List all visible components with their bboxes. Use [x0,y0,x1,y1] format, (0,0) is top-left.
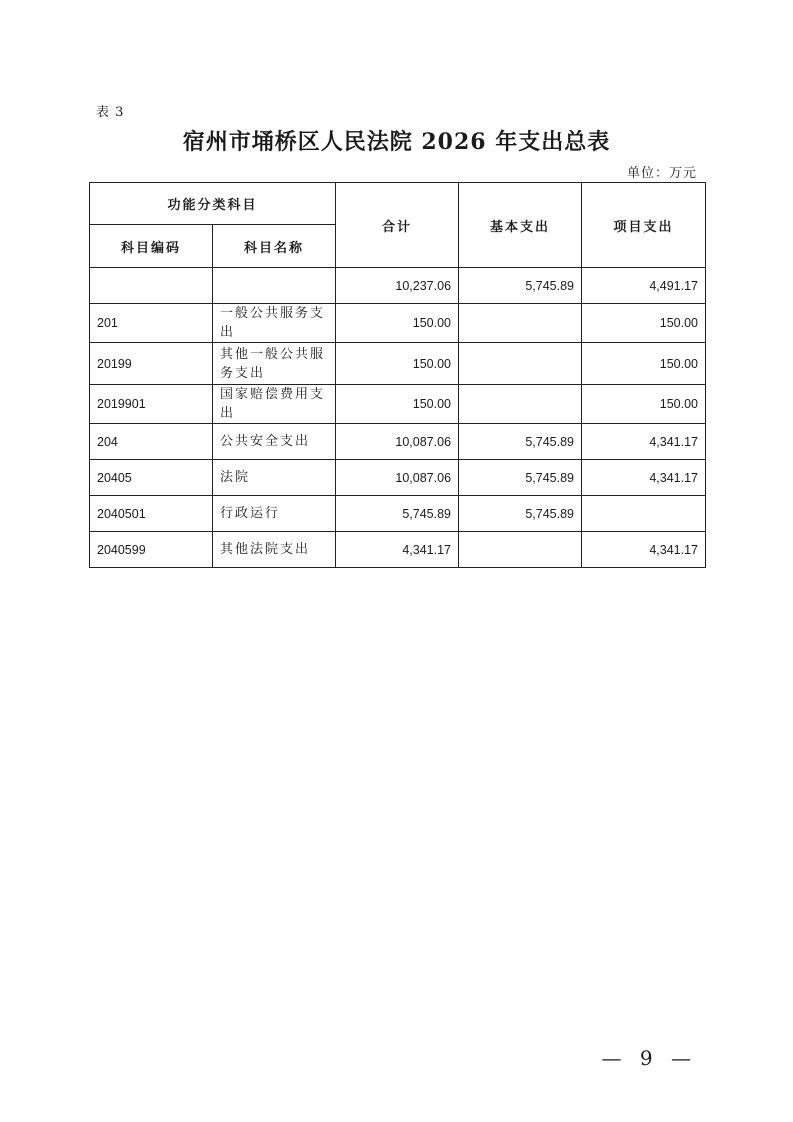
cell-basic: 5,745.89 [459,496,582,532]
table-row [90,385,706,424]
cell-total: 150.00 [336,304,459,343]
cell-project: 4,491.17 [582,268,706,304]
cell-code: 201 [90,304,213,343]
cell-name: 国家赔偿费用支出 [213,385,336,424]
cell-basic: 5,745.89 [459,460,582,496]
cell-name: 行政运行 [213,496,336,532]
cell-project: 4,341.17 [582,532,706,568]
cell-code: 20199 [90,343,213,385]
cell-code: 2040501 [90,496,213,532]
cell-basic: 5,745.89 [459,424,582,460]
cell-code: 20405 [90,460,213,496]
table-row [90,343,706,385]
cell-basic [459,385,582,424]
unit-label: 单位：万元 [626,166,697,181]
cell-code: 2019901 [90,385,213,424]
cell-name [213,268,336,304]
cell-basic: 5,745.89 [459,268,582,304]
cell-total: 10,087.06 [336,424,459,460]
cell-project [582,496,706,532]
header-total: 合计 [336,183,459,268]
cell-code: 204 [90,424,213,460]
header-subject-code: 科目编码 [90,225,213,268]
cell-code [90,268,213,304]
cell-total: 10,237.06 [336,268,459,304]
cell-name: 公共安全支出 [213,424,336,460]
table-row [90,268,706,304]
cell-code: 2040599 [90,532,213,568]
cell-total: 150.00 [336,385,459,424]
table-row [90,304,706,343]
cell-total: 10,087.06 [336,460,459,496]
cell-project: 150.00 [582,304,706,343]
cell-total: 5,745.89 [336,496,459,532]
document-title: 宿州市埇桥区人民法院 2026 年支出总表 [182,129,611,155]
table-row [90,460,706,496]
table-row [90,424,706,460]
table-row [90,496,706,532]
cell-name: 其他法院支出 [213,532,336,568]
page-number: — 9 — [601,1046,697,1070]
cell-basic [459,532,582,568]
cell-name: 法院 [213,460,336,496]
cell-basic [459,304,582,343]
cell-name: 一般公共服务支出 [213,304,336,343]
header-basic-expenditure: 基本支出 [459,183,582,268]
cell-total: 4,341.17 [336,532,459,568]
cell-total: 150.00 [336,343,459,385]
header-project-expenditure: 项目支出 [582,183,706,268]
cell-project: 4,341.17 [582,424,706,460]
table-row [90,532,706,568]
table-label: 表 3 [96,105,125,120]
header-subject-name: 科目名称 [213,225,336,268]
expenditure-table [89,182,706,568]
cell-project: 150.00 [582,343,706,385]
header-category-group: 功能分类科目 [90,183,336,225]
cell-name: 其他一般公共服务支出 [213,343,336,385]
cell-basic [459,343,582,385]
cell-project: 150.00 [582,385,706,424]
cell-project: 4,341.17 [582,460,706,496]
